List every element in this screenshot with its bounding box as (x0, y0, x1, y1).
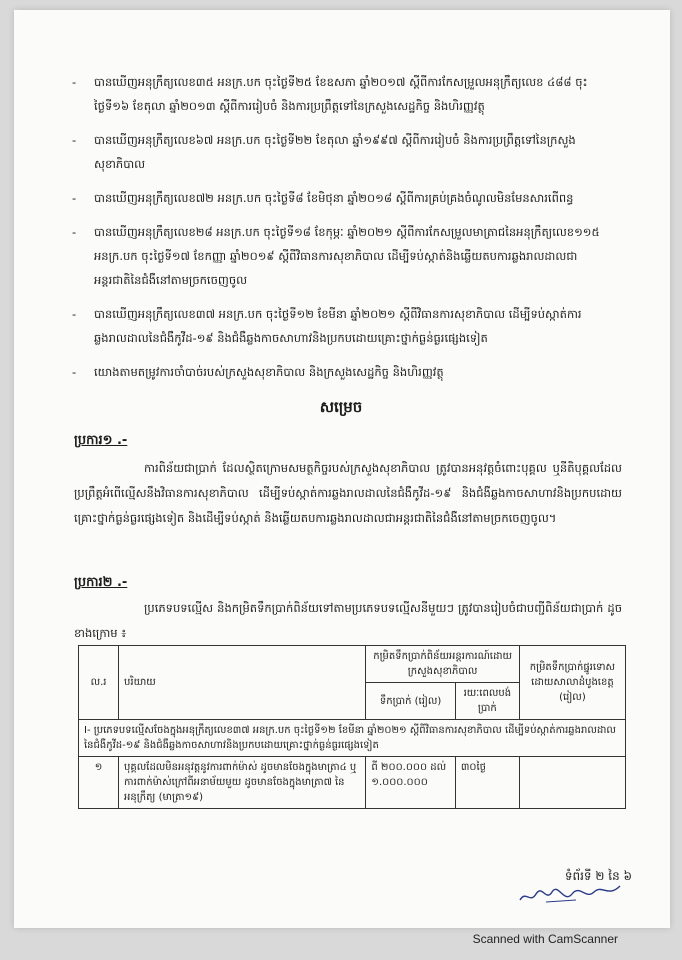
preamble-item-text: បានឃើញអនុក្រឹត្យលេខ២៨ អនក្រ.បក ចុះថ្ងៃទី១៨ ខែកុម្ភៈ ឆ្នាំ២០២១ ស្តីពីការកែសម្រួលមាត្រាជនៃអនុក្រឹត្យលេខ១១៥ អនក្រ.បក ចុះថ្ងៃទី១៧ ខែកញ្ញា ឆ្នាំ២០១៩ ស្តីពីវិធានការសុខាភិបាល ដើម្បីទប់ស្កាត់និងឆ្លើយតបការឆ្លងរាលដាលជាអន្តរជាតិនៃជំងឺនៅតាមច្រកចេញចូល (94, 225, 600, 287)
preamble-item: - បានឃើញអនុក្រឹត្យលេខ៦៧ អនក្រ.បក ចុះថ្ងៃទី២២ ខែតុលា ឆ្នាំ១៩៩៧ ស្តីពីការរៀបចំ និងការប្រព្រឹត្តទៅនៃក្រសួងសុខាភិបាល (72, 133, 576, 171)
col-ministry-header: កម្រិតទឹកប្រាក់ពិន័យអន្តរការណ៍ដោយក្រសួងសុខាភិបាល (366, 646, 519, 683)
article-1-title: ប្រការ១ .- (74, 433, 128, 448)
section-row: I- ប្រភេទបទល្មើសចែងក្នុងអនុក្រឹត្យលេខ៣៧ អនក្រ.បក ចុះថ្ងៃទី១២ ខែមីនា ឆ្នាំ២០២១ ស្តីពីវិធានការសុខាភិបាល ដើម្បីទប់ស្កាត់ការឆ្លងរាលដាលនៃជំងឺកូវីដ-១៩ និងជំងឺឆ្លងកាចសាហាវនិងប្រកបដោយគ្រោះថ្នាក់ធ្ងន់ធ្ងរផ្សេងទៀត (79, 720, 626, 757)
fines-table (78, 645, 626, 809)
table-row (79, 757, 626, 809)
row-deadline: ៣០ថ្ងៃ (455, 757, 519, 809)
row-desc: បុគ្គលដែលមិនអនុវត្តនូវការពាក់ម៉ាស់ ដូចមានចែងក្នុងមាត្រា៤ ឬការពាក់ម៉ាស់ក្រៅពីអនាម័យមួយ ដូចមានចែងក្នុងមាត្រា៧ នៃអនុក្រឹត្យ (មាត្រា១៩) (119, 757, 366, 809)
preamble-item: - បានឃើញអនុក្រឹត្យលេខ៣៥ អនក្រ.បក ចុះថ្ងៃទី២៥ ខែឧសភា ឆ្នាំ២០១៧ ស្តីពីការកែសម្រួលអនុក្រឹត្យលេខ ៤៨៨ ចុះថ្ងៃទី១៦ ខែតុលា ឆ្នាំ២០១៣ ស្តីពីការរៀបចំ និងការប្រព្រឹត្តទៅនៃក្រសួងសេដ្ឋកិច្ច និងហិរញ្ញវត្ថុ (72, 75, 588, 113)
preamble-item-text: បានឃើញអនុក្រឹត្យលេខ៦៧ អនក្រ.បក ចុះថ្ងៃទី២២ ខែតុលា ឆ្នាំ១៩៩៧ ស្តីពីការរៀបចំ និងការប្រព្រឹត្តទៅនៃក្រសួងសុខាភិបាល (94, 133, 576, 171)
preamble-item-text: បានឃើញអនុក្រឹត្យលេខ៧២ អនក្រ.បក ចុះថ្ងៃទី៨ ខែមិថុនា ឆ្នាំ២០១៨ ស្តីពីការគ្រប់គ្រងចំណូលមិនមែនសារពើពន្ធ (94, 191, 574, 205)
signature-icon (516, 882, 626, 908)
article-2-text: ប្រភេទបទល្មើស និងកម្រិតទឹកប្រាក់ពិន័យទៅតាមប្រភេទបទល្មើសនីមួយៗ ត្រូវបានរៀបចំជាបញ្ជីពិន័យជាប្រាក់ ដូចខាងក្រោម ៖ (74, 601, 622, 640)
col-deadline-header: រយៈពេលបង់ប្រាក់ (455, 683, 519, 720)
page-number: ទំព័រទី ២ នៃ ៦ (564, 869, 632, 883)
decision-heading: សម្រេច (319, 398, 363, 416)
article-2-title: ប្រការ២ .- (74, 575, 128, 590)
watermark: Scanned with CamScanner (472, 932, 618, 946)
preamble-item: - បានឃើញអនុក្រឹត្យលេខ៣៧ អនក្រ.បក ចុះថ្ងៃទី១២ ខែមីនា ឆ្នាំ២០២១ ស្តីពីវិធានការសុខាភិបាល ដើម្បីទប់ស្កាត់ការឆ្លងរាលដាលនៃជំងឺកូវីដ-១៩ និងជំងឺឆ្លងកាចសាហាវនិងប្រកបដោយគ្រោះថ្នាក់ធ្ងន់ធ្ងរផ្សេងទៀត (72, 307, 582, 345)
preamble-list (72, 70, 612, 394)
row-court (519, 757, 625, 809)
preamble-item-text: បានឃើញអនុក្រឹត្យលេខ៣៧ អនក្រ.បក ចុះថ្ងៃទី១២ ខែមីនា ឆ្នាំ២០២១ ស្តីពីវិធានការសុខាភិបាល ដើម្បីទប់ស្កាត់ការឆ្លងរាលដាលនៃជំងឺកូវីដ-១៩ និងជំងឺឆ្លងកាចសាហាវនិងប្រកបដោយគ្រោះថ្នាក់ធ្ងន់ធ្ងរផ្សេងទៀត (94, 307, 582, 345)
article-1-text: ការពិន័យជាប្រាក់ ដែលស្ថិតក្រោមសមត្ថកិច្ចរបស់ក្រសួងសុខាភិបាល ត្រូវបានអនុវត្តចំពោះបុគ្គល ឬនីតិបុគ្គលដែលប្រព្រឹត្តអំពើល្មើសនឹងវិធានការសុខាភិបាល ដើម្បីទប់ស្កាត់ការឆ្លងរាលដាលនៃជំងឺកូវីដ-១៩ និងជំងឺឆ្លងកាចសាហាវនិងប្រកបដោយគ្រោះថ្នាក់ធ្ងន់ធ្ងរផ្សេងទៀត និងដើម្បីទប់ស្កាត់ និងឆ្លើយតបការឆ្លងរាលដាលជាអន្តរជាតិនៃជំងឺនៅតាមច្រកចេញចូល។ (74, 461, 622, 525)
preamble-item: - យោងតាមតម្រូវការចាំបាច់របស់ក្រសួងសុខាភិបាល និងក្រសួងសេដ្ឋកិច្ច និងហិរញ្ញវត្ថុ (72, 365, 444, 379)
preamble-item-text: យោងតាមតម្រូវការចាំបាច់របស់ក្រសួងសុខាភិបាល និងក្រសួងសេដ្ឋកិច្ច និងហិរញ្ញវត្ថុ (94, 365, 444, 379)
preamble-item: - បានឃើញអនុក្រឹត្យលេខ៧២ អនក្រ.បក ចុះថ្ងៃទី៨ ខែមិថុនា ឆ្នាំ២០១៨ ស្តីពីការគ្រប់គ្រងចំណូលមិនមែនសារពើពន្ធ (72, 191, 574, 205)
row-amount: ពី ២០០.០០០ ដល់ ១.០០០.០០០ (366, 757, 455, 809)
col-court-header: កម្រិតទឹកប្រាក់ផ្នូរទោស ដោយសាលាដំបូងខេត្ត (រៀល) (519, 646, 625, 720)
col-amount-header: ទឹកប្រាក់ (រៀល) (366, 683, 455, 720)
row-no: ១ (79, 757, 119, 809)
preamble-item: - បានឃើញអនុក្រឹត្យលេខ២៨ អនក្រ.បក ចុះថ្ងៃទី១៨ ខែកុម្ភៈ ឆ្នាំ២០២១ ស្តីពីការកែសម្រួលមាត្រាជនៃអនុក្រឹត្យលេខ១១៥ អនក្រ.បក ចុះថ្ងៃទី១៧ ខែកញ្ញា ឆ្នាំ២០១៩ ស្តីពីវិធានការសុខាភិបាល ដើម្បីទប់ស្កាត់និងឆ្លើយតបការឆ្លងរាលដាលជាអន្តរជាតិនៃជំងឺនៅតាមច្រកចេញចូល (72, 225, 600, 287)
col-desc-header: បរិយាយ (119, 646, 366, 720)
preamble-item-text: បានឃើញអនុក្រឹត្យលេខ៣៥ អនក្រ.បក ចុះថ្ងៃទី២៥ ខែឧសភា ឆ្នាំ២០១៧ ស្តីពីការកែសម្រួលអនុក្រឹត្យលេខ ៤៨៨ ចុះថ្ងៃទី១៦ ខែតុលា ឆ្នាំ២០១៣ ស្តីពីការរៀបចំ និងការប្រព្រឹត្តទៅនៃក្រសួងសេដ្ឋកិច្ច និងហិរញ្ញវត្ថុ (94, 75, 588, 113)
col-no-header: ល.រ (79, 646, 119, 720)
